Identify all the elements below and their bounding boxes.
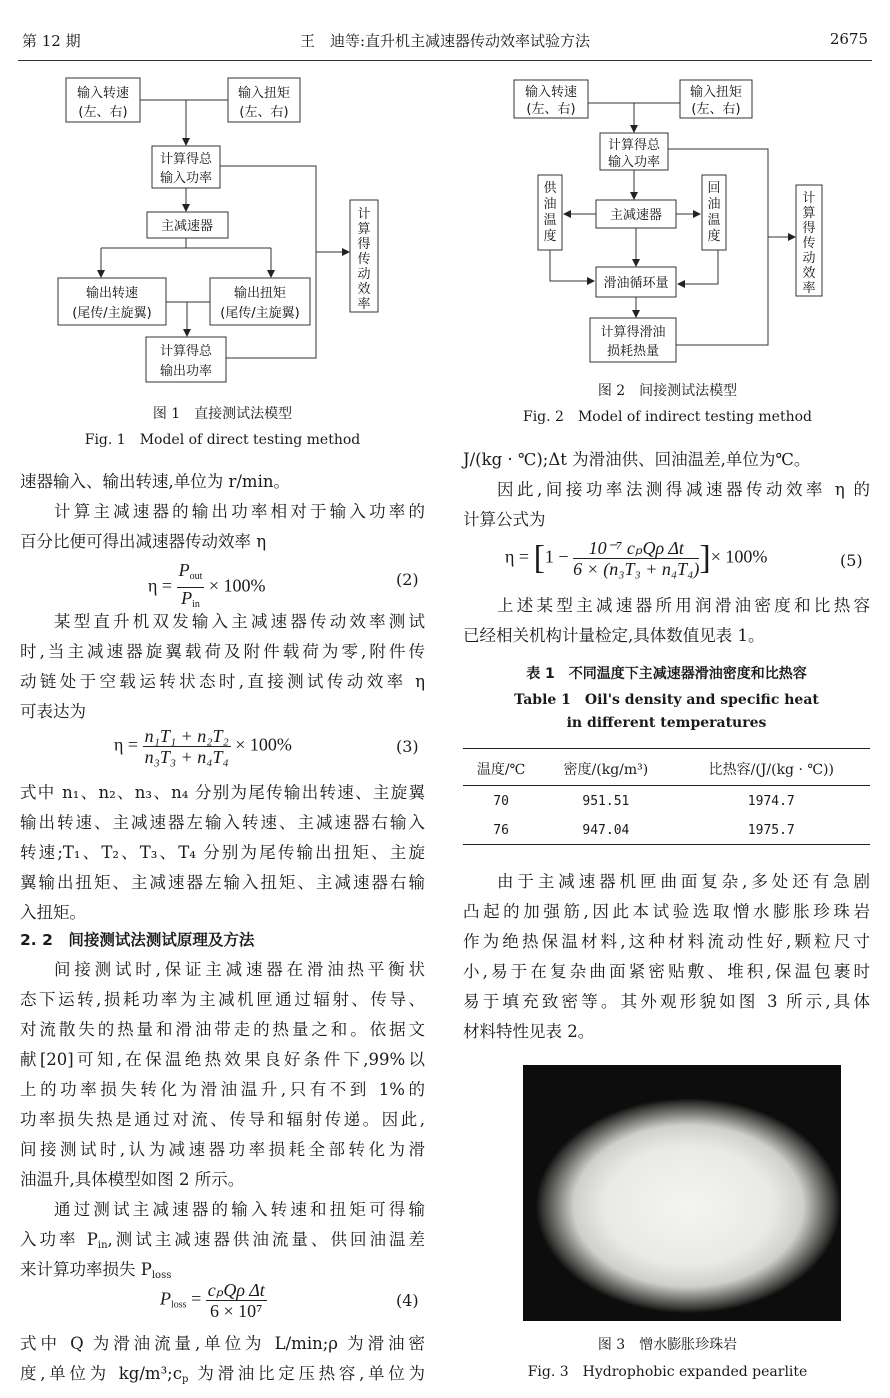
page-number: 2675 [829, 30, 868, 48]
text-line: 间接测试时,保证主减速器在滑油热平衡状 [54, 960, 425, 979]
label: 传 [802, 236, 816, 251]
label: 计算得滑油 [600, 325, 666, 340]
label: (左、右) [239, 105, 289, 120]
table-1 [463, 748, 870, 845]
text-line: 凸起的加强筋,因此本试验选取憎水膨胀珍珠岩 [463, 902, 870, 921]
figure-3-caption-en: Fig. 3 Hydrophobic expanded pearlite [527, 1364, 808, 1380]
label: 温 [543, 213, 557, 228]
equation-3-number: (3) [396, 737, 419, 756]
section-heading-2-2: 2. 2 间接测试法测试原理及方法 [20, 931, 255, 949]
label: 输出功率 [159, 364, 213, 379]
text-line: 态下运转,损耗功率为主减机匣通过辐射、传导、 [20, 990, 425, 1009]
label: 得 [357, 237, 371, 252]
text-line: 入扭矩。 [20, 903, 86, 922]
label: 油 [543, 197, 557, 212]
label: 计算得总 [159, 152, 213, 167]
label: 效 [802, 266, 816, 281]
text-line: J/(kg · ℃);Δt 为滑油供、回油温差,单位为℃。 [463, 450, 811, 469]
text-line: 百分比便可得出减速器传动效率 η [20, 532, 267, 551]
figure-2-caption-cn: 图 2 间接测试法模型 [597, 383, 738, 399]
label: 传 [357, 252, 371, 267]
label: 滑油循环量 [603, 276, 669, 291]
label: 算 [357, 222, 371, 237]
label: (左、右) [526, 102, 576, 117]
text-line: 上述某型主减速器所用润滑油密度和比热容 [497, 596, 870, 615]
label: 供 [543, 181, 557, 196]
label: 温 [707, 213, 721, 228]
label: (尾传/主旋翼) [72, 306, 152, 321]
label: 计 [802, 191, 816, 206]
text-line: 上的功率损失转化为滑油温升,只有不到 1%的 [20, 1080, 425, 1099]
label: 输入功率 [159, 171, 213, 186]
text-line: 入功率 $P_{in}$,测试主减速器供油流量、供回油温差 [20, 1230, 425, 1251]
cell: 1975.7 [673, 815, 870, 845]
cell: 70 [493, 794, 509, 809]
text-line: 对流散失的热量和滑油带走的热量之和。依据文 [20, 1020, 425, 1039]
label: (尾传/主旋翼) [220, 306, 300, 321]
column-header: 密度/(kg/m³) [539, 749, 672, 786]
text-line: 时,当主减速器旋翼载荷及附件载荷为零,附件传 [20, 642, 425, 661]
label: 损耗热量 [606, 344, 660, 359]
equation-3: η = $\frac{\text{n₁T₁ + n₂T₂}}{\text{n₃T₃ + n₄T₄}}$ × 100% [114, 726, 292, 767]
equation-4-number: (4) [396, 1291, 419, 1310]
text-line: 某型直升机双发输入主减速器传动效率测试 [54, 612, 425, 631]
table-row [463, 815, 870, 845]
label: 油 [707, 197, 721, 212]
label: 主减速器 [160, 219, 214, 234]
label: 度 [707, 229, 721, 244]
equation-2: η = $\frac{P_{out}}{P_{in}}$ × 100% [148, 560, 266, 610]
text-line: 材料特性见表 2。 [463, 1022, 595, 1041]
label: 计算得总 [159, 344, 213, 359]
label: (左、右) [691, 102, 741, 117]
figure-1-caption-en: Fig. 1 Model of direct testing method [84, 432, 361, 448]
text-line: 功率损失热是通过对流、传导和辐射传递。因此, [20, 1110, 425, 1129]
label: (左、右) [78, 105, 128, 120]
label: 率 [802, 281, 816, 296]
table-row [463, 786, 870, 816]
text-line: 通过测试主减速器的输入转速和扭矩可得输 [54, 1200, 425, 1219]
text-line: 计算公式为 [463, 510, 546, 529]
text-line: 油温升,具体模型如图 2 所示。 [20, 1170, 245, 1189]
table-1-caption-en-2: in different temperatures [566, 715, 767, 731]
figure-2-diagram [445, 0, 890, 380]
label: 输入扭矩 [689, 85, 743, 100]
label: 输入转速 [76, 86, 130, 101]
label: 动 [802, 251, 816, 266]
text-line: 式中 Q 为滑油流量,单位为 L/min;ρ 为滑油密 [20, 1334, 425, 1353]
pearlite-photo [523, 1065, 841, 1321]
figure-2-caption-en: Fig. 2 Model of indirect testing method [522, 409, 812, 425]
equation-5-number: (5) [840, 551, 863, 570]
cell: 1974.7 [747, 794, 795, 809]
label: 输入转速 [524, 85, 578, 100]
column-header: 比热容/(J/(kg · ℃)) [673, 749, 870, 786]
text-line: 式中 n₁、n₂、n₃、n₄ 分别为尾传输出转速、主旋翼 [20, 783, 425, 802]
text-line: 输出转速、主减速器左输入转速、主减速器右输入 [20, 813, 425, 832]
label: 输入功率 [607, 155, 661, 170]
running-title: 王 迪等:直升机主减速器传动效率试验方法 [299, 32, 591, 50]
equation-4: $P_{loss}$ = $\frac{\text{cₚQρ Δt}}{\text{6 × 10⁷}}$ [160, 1280, 265, 1321]
issue-number: 第 12 期 [22, 32, 81, 50]
label: 效 [357, 282, 371, 297]
label: 回 [707, 181, 721, 196]
figure-3-caption-cn: 图 3 憎水膨胀珍珠岩 [597, 1337, 738, 1353]
text-line: 计算主减速器的输出功率相对于输入功率的 [54, 502, 425, 521]
text-line: 易于填充致密等。其外观形貌如图 3 所示,具体 [463, 992, 870, 1011]
label: 动 [357, 267, 371, 282]
label: 计算得总 [607, 138, 661, 153]
cell: 951.51 [582, 794, 630, 809]
text-line: 来计算功率损失 $P_{loss}$ [20, 1260, 172, 1281]
label: 度 [543, 229, 557, 244]
text-line: 速器输入、输出转速,单位为 r/min。 [20, 472, 290, 491]
text-line: 翼输出扭矩、主减速器左输入扭矩、主减速器右输 [20, 873, 425, 892]
text-line: 可表达为 [20, 702, 86, 721]
label: 率 [357, 297, 371, 312]
text-line: 因此,间接功率法测得减速器传动效率 η 的 [497, 480, 870, 499]
text-line: 转速;T₁、T₂、T₃、T₄ 分别为尾传输出扭矩、主旋 [20, 843, 425, 862]
text-line: 小,易于在复杂曲面紧密贴敷、堆积,保温包裹时 [463, 962, 870, 981]
label: 输出扭矩 [233, 286, 287, 301]
label: 输出转速 [85, 286, 139, 301]
figure-1-caption-cn: 图 1 直接测试法模型 [152, 406, 293, 422]
text-line: 度,单位为 $kg/m^3;c_p$ 为滑油比定压热容,单位为 [20, 1364, 425, 1385]
table-1-caption-en: Table 1 Oil's density and specific heat [514, 692, 819, 708]
text-line: 动链处于空载运转状态时,直接测试传动效率 η [20, 672, 425, 691]
text-line: 作为绝热保温材料,这种材料流动性好,颗粒尺寸 [463, 932, 870, 951]
text-line: 由于主减速器机匣曲面复杂,多处还有急剧 [497, 872, 870, 891]
text-line: 献[20]可知,在保温绝热效果良好条件下,99%以 [20, 1050, 425, 1069]
cell: 76 [463, 815, 539, 845]
label: 算 [802, 206, 816, 221]
label: 计 [357, 207, 371, 222]
text-line: 已经相关机构计量检定,具体数值见表 1。 [463, 626, 765, 645]
column-header: 温度/℃ [463, 749, 539, 786]
equation-5: η = [1 − $\frac{\text{10⁻⁷ cₚQρ Δt}}{\text{6 × (n₃T₃ + n₄T₄)}}$ ]× 100% [505, 538, 768, 579]
text-line: 间接测试时,认为减速器功率损耗全部转化为滑 [20, 1140, 425, 1159]
label: 主减速器 [609, 208, 663, 223]
cell: 947.04 [539, 815, 672, 845]
label: 得 [802, 221, 816, 236]
label: 输入扭矩 [237, 86, 291, 101]
table-1-caption-cn: 表 1 不同温度下主减速器滑油密度和比热容 [526, 666, 807, 682]
figure-1-diagram [0, 0, 445, 400]
equation-2-number: (2) [396, 570, 419, 589]
